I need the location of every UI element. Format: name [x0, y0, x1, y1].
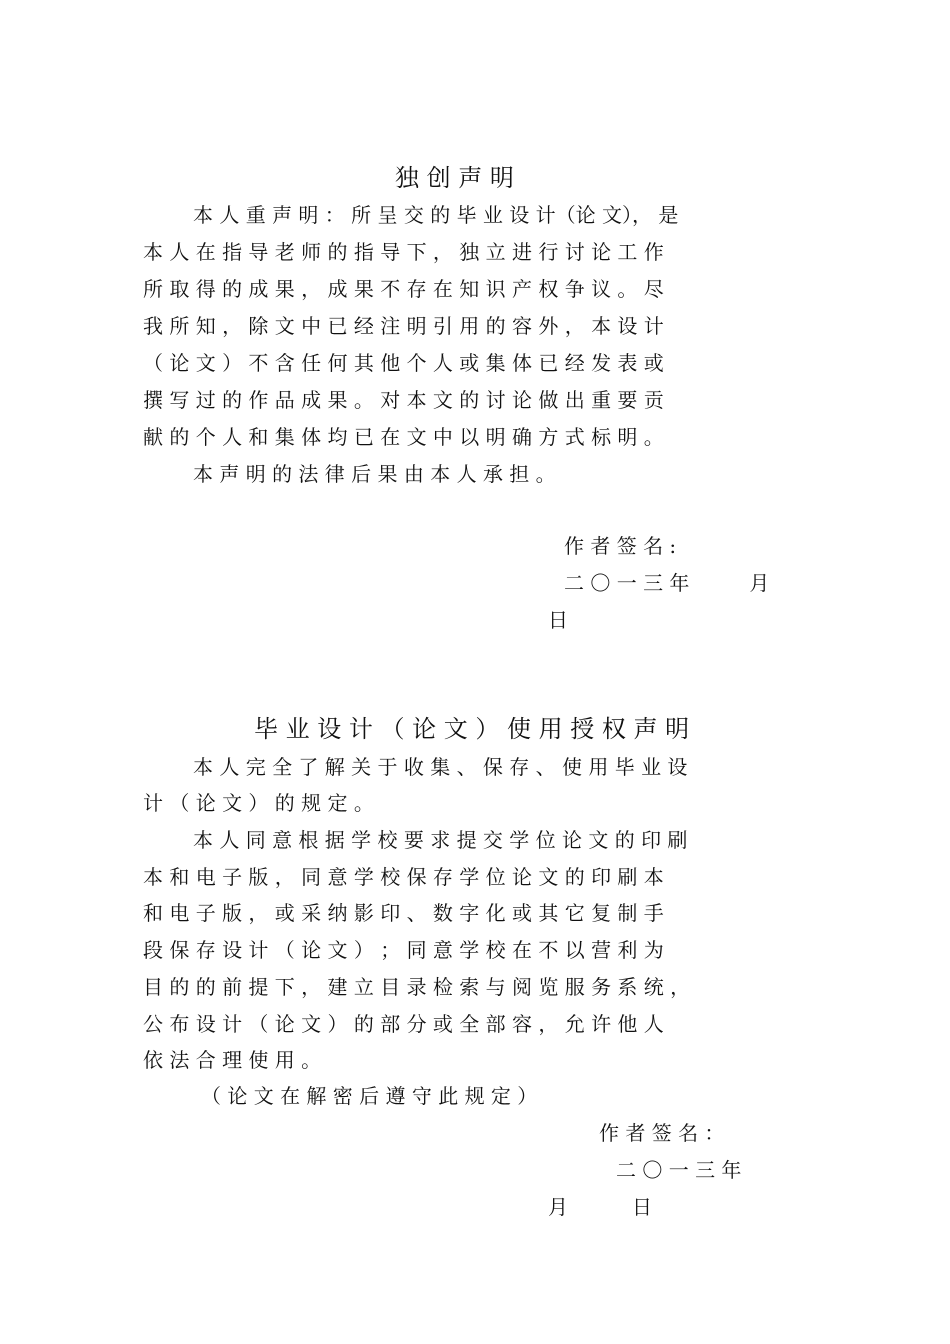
declaration-title: 独 创 声 明 [395, 164, 514, 192]
declaration-line-3: 所 取 得 的 成 果 ， 成 果 不 存 在 知 识 产 权 争 议 。 尽 [143, 277, 664, 301]
authorization-line-1: 本 人 完 全 了 解 关 于 收 集 、 保 存 、 使 用 毕 业 设 [193, 755, 688, 779]
declaration-line-4: 我 所 知 ， 除 文 中 已 经 注 明 引 用 的 容 外 ， 本 设 计 [143, 314, 664, 338]
declaration-line-6: 撰 写 过 的 作 品 成 果 。 对 本 文 的 讨 论 做 出 重 要 贡 [143, 388, 664, 412]
authorization-line-4: 本 和 电 子 版 ， 同 意 学 校 保 存 学 位 论 文 的 印 刷 本 [143, 865, 664, 889]
declaration-line-8: 本 声 明 的 法 律 后 果 由 本 人 承 担 。 [193, 462, 556, 486]
authorization-year-line: 二 〇 一 三 年 [616, 1158, 742, 1182]
authorization-line-3: 本 人 同 意 根 据 学 校 要 求 提 交 学 位 论 文 的 印 刷 [193, 828, 688, 852]
declaration-line-5: （ 论 文 ） 不 含 任 何 其 他 个 人 或 集 体 已 经 发 表 或 [143, 351, 664, 375]
authorization-signature-label: 作 者 签 名 ： [599, 1121, 725, 1145]
authorization-line-5: 和 电 子 版 ， 或 采 纳 影 印 、 数 字 化 或 其 它 复 制 手 [143, 901, 664, 925]
declaration-date-line: 二 〇 一 三 年 月 [564, 571, 770, 595]
declaration-line-7: 献 的 个 人 和 集 体 均 已 在 文 中 以 明 确 方 式 标 明 。 [143, 425, 664, 449]
authorization-title: 毕 业 设 计 （ 论 文 ） 使 用 授 权 声 明 [254, 715, 690, 743]
declaration-day: 日 [548, 608, 568, 632]
authorization-line-9: 依 法 合 理 使 用 。 [143, 1048, 322, 1072]
authorization-day: 日 [632, 1195, 652, 1219]
declaration-signature-label: 作 者 签 名 : [564, 534, 677, 558]
declaration-line-1: 本 人 重 声 明 ： 所 呈 交 的 毕 业 设 计（论 文）， 是 [193, 203, 679, 227]
authorization-month: 月 [548, 1195, 568, 1219]
authorization-line-7: 目 的 的 前 提 下 ， 建 立 目 录 检 索 与 阅 览 服 务 系 统 ， [143, 975, 691, 999]
authorization-note: （ 论 文 在 解 密 后 遵 守 此 规 定 ） [201, 1084, 538, 1108]
authorization-line-2: 计 （ 论 文 ） 的 规 定 。 [143, 791, 374, 815]
declaration-line-2: 本 人 在 指 导 老 师 的 指 导 下 ， 独 立 进 行 讨 论 工 作 [143, 240, 664, 264]
authorization-line-6: 段 保 存 设 计 （ 论 文 ） ； 同 意 学 校 在 不 以 营 利 为 [143, 938, 664, 962]
authorization-line-8: 公 布 设 计 （ 论 文 ） 的 部 分 或 全 部 容 ， 允 许 他 人 [143, 1012, 664, 1036]
